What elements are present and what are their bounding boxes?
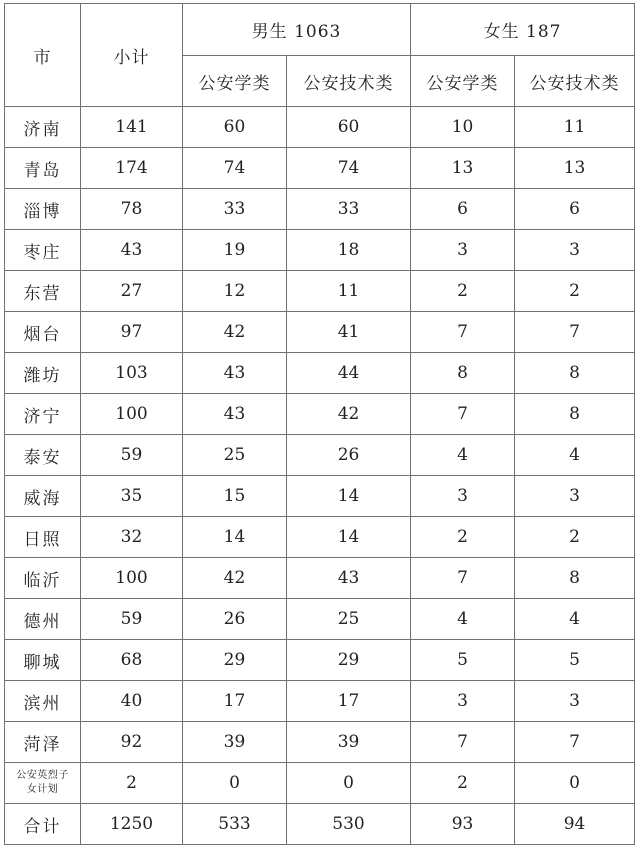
subtotal-cell: 43 <box>81 230 183 271</box>
female-police-science-cell: 10 <box>411 107 515 148</box>
subtotal-cell: 78 <box>81 189 183 230</box>
city-cell: 合计 <box>5 804 81 845</box>
female-police-science-cell: 2 <box>411 763 515 804</box>
table-row <box>5 722 635 763</box>
table-row <box>5 312 635 353</box>
table-row <box>5 353 635 394</box>
male-police-technology-cell: 14 <box>287 517 411 558</box>
subtotal-cell: 32 <box>81 517 183 558</box>
table-row <box>5 517 635 558</box>
subtotal-cell: 100 <box>81 558 183 599</box>
male-police-science-cell: 29 <box>183 640 287 681</box>
table-row <box>5 763 635 804</box>
female-police-technology-cell: 5 <box>515 640 635 681</box>
table-row <box>5 476 635 517</box>
table-row <box>5 394 635 435</box>
female-police-science-cell: 4 <box>411 435 515 476</box>
header-male-police-science: 公安学类 <box>183 56 287 107</box>
female-police-technology-cell: 2 <box>515 517 635 558</box>
male-police-technology-cell: 41 <box>287 312 411 353</box>
female-police-science-cell: 7 <box>411 312 515 353</box>
header-female-police-science: 公安学类 <box>411 56 515 107</box>
table-row <box>5 435 635 476</box>
female-police-technology-cell: 6 <box>515 189 635 230</box>
admission-quota-table <box>4 3 635 845</box>
subtotal-cell: 35 <box>81 476 183 517</box>
female-police-science-cell: 5 <box>411 640 515 681</box>
male-police-technology-cell: 0 <box>287 763 411 804</box>
male-police-technology-cell: 530 <box>287 804 411 845</box>
subtotal-cell: 103 <box>81 353 183 394</box>
male-police-science-cell: 42 <box>183 312 287 353</box>
male-police-science-cell: 26 <box>183 599 287 640</box>
table-body <box>5 107 635 845</box>
male-police-technology-cell: 44 <box>287 353 411 394</box>
table-row <box>5 230 635 271</box>
city-cell: 德州 <box>5 599 81 640</box>
male-police-science-cell: 39 <box>183 722 287 763</box>
female-police-technology-cell: 3 <box>515 230 635 271</box>
female-police-science-cell: 3 <box>411 681 515 722</box>
subtotal-cell: 68 <box>81 640 183 681</box>
female-police-technology-cell: 11 <box>515 107 635 148</box>
male-police-science-cell: 533 <box>183 804 287 845</box>
male-police-technology-cell: 74 <box>287 148 411 189</box>
city-cell: 济宁 <box>5 394 81 435</box>
male-police-science-cell: 33 <box>183 189 287 230</box>
table-row <box>5 599 635 640</box>
female-police-science-cell: 6 <box>411 189 515 230</box>
female-police-science-cell: 2 <box>411 517 515 558</box>
table-row <box>5 107 635 148</box>
female-police-technology-cell: 3 <box>515 476 635 517</box>
male-police-technology-cell: 17 <box>287 681 411 722</box>
city-cell: 东营 <box>5 271 81 312</box>
male-police-technology-cell: 42 <box>287 394 411 435</box>
header-male-group: 男生 1063 <box>183 4 411 56</box>
male-police-technology-cell: 60 <box>287 107 411 148</box>
table-row <box>5 640 635 681</box>
female-police-technology-cell: 8 <box>515 394 635 435</box>
male-police-science-cell: 0 <box>183 763 287 804</box>
female-police-science-cell: 13 <box>411 148 515 189</box>
male-police-technology-cell: 33 <box>287 189 411 230</box>
subtotal-cell: 100 <box>81 394 183 435</box>
male-police-science-cell: 17 <box>183 681 287 722</box>
male-police-science-cell: 42 <box>183 558 287 599</box>
subtotal-cell: 59 <box>81 435 183 476</box>
female-police-technology-cell: 13 <box>515 148 635 189</box>
female-police-technology-cell: 3 <box>515 681 635 722</box>
male-police-technology-cell: 11 <box>287 271 411 312</box>
female-police-technology-cell: 7 <box>515 722 635 763</box>
female-police-science-cell: 3 <box>411 476 515 517</box>
female-police-science-cell: 93 <box>411 804 515 845</box>
city-cell: 淄博 <box>5 189 81 230</box>
female-police-science-cell: 7 <box>411 558 515 599</box>
male-police-science-cell: 12 <box>183 271 287 312</box>
header-subtotal: 小计 <box>81 4 183 107</box>
female-police-technology-cell: 7 <box>515 312 635 353</box>
subtotal-cell: 141 <box>81 107 183 148</box>
city-cell: 临沂 <box>5 558 81 599</box>
male-police-science-cell: 14 <box>183 517 287 558</box>
female-police-science-cell: 2 <box>411 271 515 312</box>
city-cell: 聊城 <box>5 640 81 681</box>
city-cell: 日照 <box>5 517 81 558</box>
city-cell: 济南 <box>5 107 81 148</box>
female-police-technology-cell: 2 <box>515 271 635 312</box>
male-police-technology-cell: 25 <box>287 599 411 640</box>
city-cell: 青岛 <box>5 148 81 189</box>
subtotal-cell: 97 <box>81 312 183 353</box>
table-row <box>5 148 635 189</box>
male-police-science-cell: 74 <box>183 148 287 189</box>
female-police-technology-cell: 94 <box>515 804 635 845</box>
subtotal-cell: 59 <box>81 599 183 640</box>
table-header <box>5 4 635 107</box>
female-police-science-cell: 8 <box>411 353 515 394</box>
subtotal-cell: 27 <box>81 271 183 312</box>
male-police-science-cell: 19 <box>183 230 287 271</box>
female-police-science-cell: 7 <box>411 722 515 763</box>
header-female-group: 女生 187 <box>411 4 635 56</box>
city-cell: 公安英烈子女计划 <box>5 763 81 804</box>
city-cell: 枣庄 <box>5 230 81 271</box>
female-police-technology-cell: 8 <box>515 558 635 599</box>
city-cell: 泰安 <box>5 435 81 476</box>
table-row <box>5 558 635 599</box>
female-police-science-cell: 7 <box>411 394 515 435</box>
female-police-science-cell: 4 <box>411 599 515 640</box>
male-police-science-cell: 43 <box>183 353 287 394</box>
male-police-technology-cell: 43 <box>287 558 411 599</box>
male-police-science-cell: 25 <box>183 435 287 476</box>
male-police-technology-cell: 29 <box>287 640 411 681</box>
subtotal-cell: 40 <box>81 681 183 722</box>
male-police-science-cell: 15 <box>183 476 287 517</box>
female-police-technology-cell: 4 <box>515 599 635 640</box>
table-row <box>5 681 635 722</box>
male-police-science-cell: 43 <box>183 394 287 435</box>
subtotal-cell: 92 <box>81 722 183 763</box>
header-city: 市 <box>5 4 81 107</box>
header-male-police-technology: 公安技术类 <box>287 56 411 107</box>
male-police-technology-cell: 14 <box>287 476 411 517</box>
header-female-police-technology: 公安技术类 <box>515 56 635 107</box>
male-police-science-cell: 60 <box>183 107 287 148</box>
table-row <box>5 189 635 230</box>
subtotal-cell: 174 <box>81 148 183 189</box>
city-cell: 滨州 <box>5 681 81 722</box>
female-police-science-cell: 3 <box>411 230 515 271</box>
city-cell: 威海 <box>5 476 81 517</box>
city-cell: 菏泽 <box>5 722 81 763</box>
city-cell: 潍坊 <box>5 353 81 394</box>
subtotal-cell: 1250 <box>81 804 183 845</box>
city-cell: 烟台 <box>5 312 81 353</box>
female-police-technology-cell: 8 <box>515 353 635 394</box>
subtotal-cell: 2 <box>81 763 183 804</box>
male-police-technology-cell: 26 <box>287 435 411 476</box>
male-police-technology-cell: 18 <box>287 230 411 271</box>
female-police-technology-cell: 0 <box>515 763 635 804</box>
table-row <box>5 271 635 312</box>
table-row-total <box>5 804 635 845</box>
male-police-technology-cell: 39 <box>287 722 411 763</box>
female-police-technology-cell: 4 <box>515 435 635 476</box>
